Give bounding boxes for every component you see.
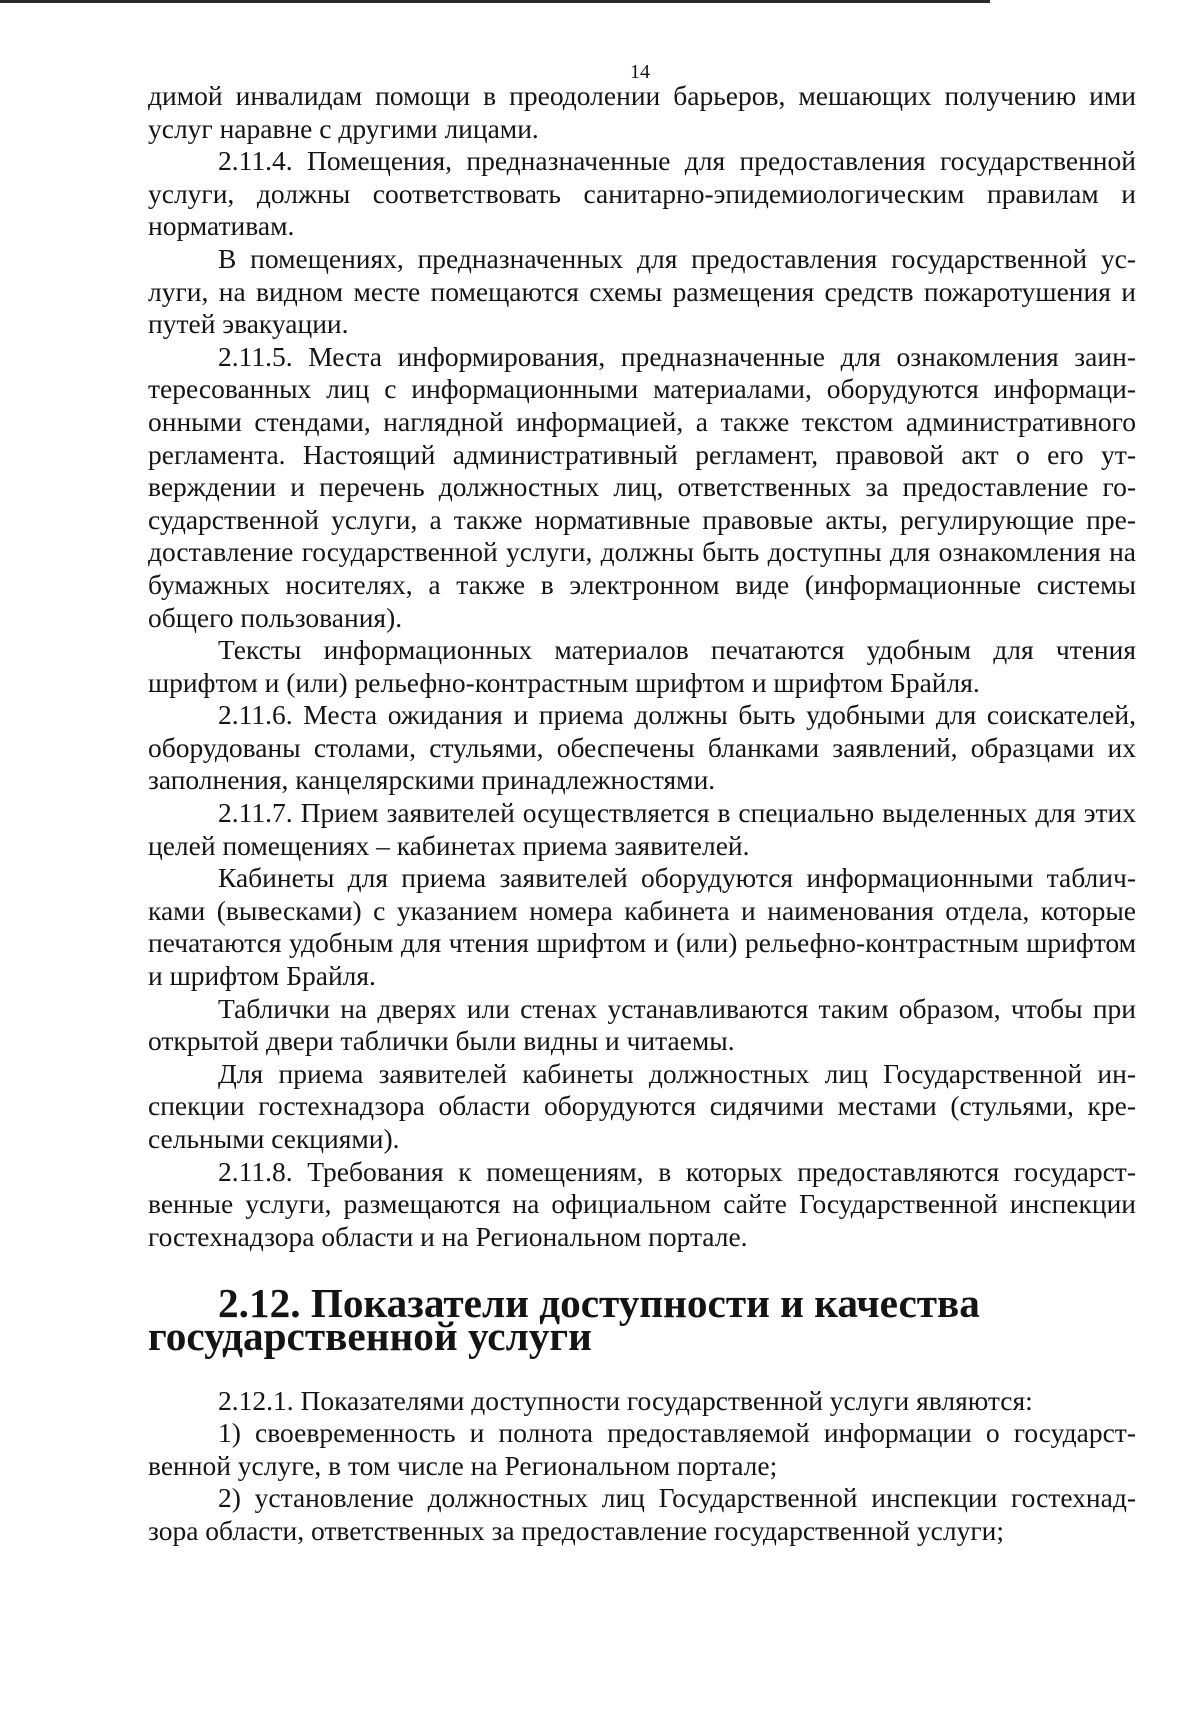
paragraph: В помещениях, предназначенных для предоставления государственной услуги, на видном месте помещаются схемы размещения средств пожаротушения и путей эвакуации. <box>148 242 1136 340</box>
scan-top-edge-line <box>0 0 990 3</box>
paragraph: 2.12.1. Показателями доступности государственной услуги являются: <box>218 1384 1033 1416</box>
paragraph: 1) своевременность и полнота предоставляемой информации о государственной услуге, в том числе на Региональном портале; <box>148 1417 1136 1481</box>
paragraph: 2.11.6. Места ожидания и приема должны быть удобными для соискателей, оборудованы столами, стульями, обеспечены бланками заявлений, образцами их заполнения, канцелярскими принадлежностями. <box>148 699 1136 796</box>
paragraph: 2.11.5. Места информирования, предназначенные для ознакомления заинтересованных лиц с информационными материалами, оборудуются информационными стендами, наглядной информацией, а также текстом административного регламента. Настоящий административный регламент, правовой акт о его утверждении и перечень должностных лиц, ответственных за предоставление государственной услуги, а также нормативные правовые акты, регулирующие предоставление государственной услуги, должны быть доступны для ознакомления на бумажных носителях, а также в электронном виде (информационные системы общего пользования). <box>148 340 1136 633</box>
paragraph: Тексты информационных материалов печатаются удобным для чтения шрифтом и (или) рельефно-контрастным шрифтом и шрифтом Брайля. <box>148 634 1136 698</box>
section-heading: 2.12. Показатели доступности и качества государственной услуги <box>148 1280 980 1359</box>
paragraph: 2.11.7. Прием заявителей осуществляется в специально выделенных для этих целей помещениях – кабинетах приема заявителей. <box>148 797 1136 861</box>
document-body <box>148 80 1136 1548</box>
paragraph: 2.11.8. Требования к помещениям, в которых предоставляются государственные услуги, размещаются на официальном сайте Государственной инспекции гостехнадзора области и на Региональном портале. <box>148 1155 1136 1252</box>
paragraph: 2) установление должностных лиц Государственной инспекции гостехнадзора области, ответственных за предоставление государственной услуги; <box>148 1482 1136 1546</box>
paragraph: димой инвалидам помощи в преодолении барьеров, мешающих получению ими услуг наравне с другими лицами. <box>148 80 1136 144</box>
paragraph: 2.11.4. Помещения, предназначенные для предоставления государственной услуги, должны соответствовать санитарно-эпидемиологическим правилам и нормативам. <box>148 145 1136 242</box>
paragraph: Для приема заявителей кабинеты должностных лиц Государственной инспекции гостехнадзора области оборудуются сидячими местами (стульями, кресельными секциями). <box>148 1057 1136 1154</box>
paragraph: Таблички на дверях или стенах устанавливаются таким образом, чтобы при открытой двери таблички были видны и читаемы. <box>148 992 1136 1057</box>
page-number: 14 <box>630 61 650 83</box>
paragraph: Кабинеты для приема заявителей оборудуются информационными табличками (вывесками) с указанием номера кабинета и наименования отдела, которые печатаются удобным для чтения шрифтом и (или) рельефно-контрастным шрифтом и шрифтом Брайля. <box>148 862 1136 992</box>
